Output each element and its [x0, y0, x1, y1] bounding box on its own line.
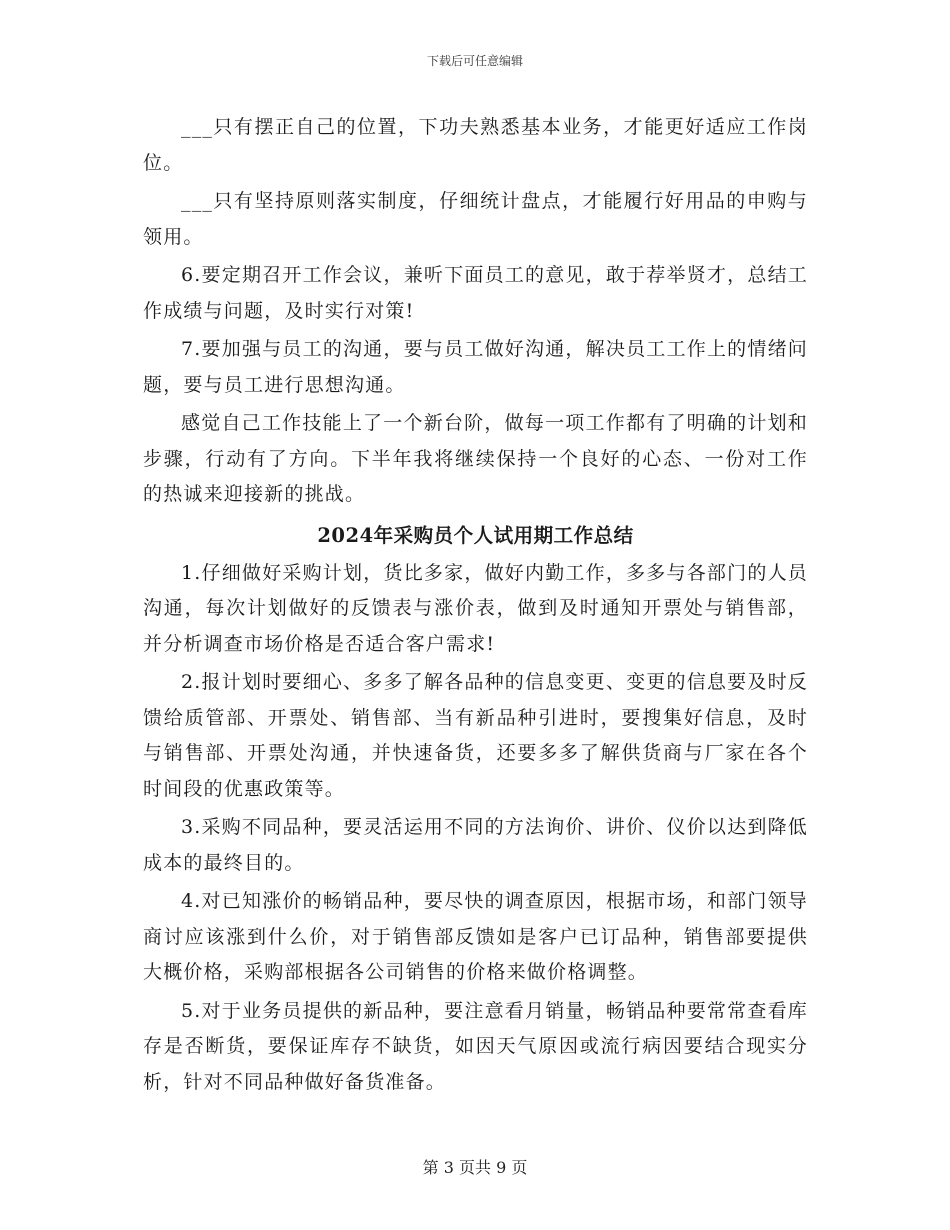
page-header: 下载后可任意编辑: [426, 54, 523, 68]
paragraph: ___只有摆正自己的位置，下功夫熟悉基本业务，才能更好适应工作岗位。: [143, 116, 808, 174]
paragraph: 1.仔细做好采购计划，货比多家，做好内勤工作，多多与各部门的人员沟通，每次计划做好的反馈表与涨价表，做到及时通知开票处与销售部，并分析调查市场价格是否适合客户需求!: [143, 561, 808, 655]
paragraph: 6.要定期召开工作会议，兼听下面员工的意见，敢于荐举贤才，总结工作成绩与问题，及时实行对策!: [143, 264, 808, 322]
paragraph: 感觉自己工作技能上了一个新台阶，做每一项工作都有了明确的计划和步骤，行动有了方向。下半年我将继续保持一个良好的心态、一份对工作的热诚来迎接新的挑战。: [143, 412, 808, 505]
paragraph: 5.对于业务员提供的新品种，要注意看月销量，畅销品种要常常查看库存是否断货，要保证库存不缺货，如因天气原因或流行病因要结合现实分析，针对不同品种做好备货准备。: [143, 999, 808, 1093]
paragraph: 3.采购不同品种，要灵活运用不同的方法询价、讲价、仪价以达到降低成本的最终目的。: [143, 816, 808, 874]
paragraph: ___只有坚持原则落实制度，仔细统计盘点，才能履行好用品的申购与领用。: [143, 190, 808, 248]
paragraph: 4.对已知涨价的畅销品种，要尽快的调查原因，根据市场，和部门领导商讨应该涨到什么价，对于销售部反馈如是客户已订品种，销售部要提供大概价格，采购部根据各公司销售的价格来做价格调整。: [143, 890, 808, 983]
page-number-footer: 第 3 页共 9 页: [422, 1158, 528, 1177]
document-body: [143, 110, 808, 1103]
paragraph: 2.报计划时要细心、多多了解各品种的信息变更、变更的信息要及时反馈给质管部、开票处、销售部、当有新品种引进时，要搜集好信息，及时与销售部、开票处沟通，并快速备货，还要多多了解供货商与厂家在各个时间段的优惠政策等。: [143, 671, 808, 800]
section-title: 2024年采购员个人试用期工作总结: [317, 523, 634, 547]
paragraph: 7.要加强与员工的沟通，要与员工做好沟通，解决员工工作上的情绪问题，要与员工进行思想沟通。: [143, 338, 808, 396]
